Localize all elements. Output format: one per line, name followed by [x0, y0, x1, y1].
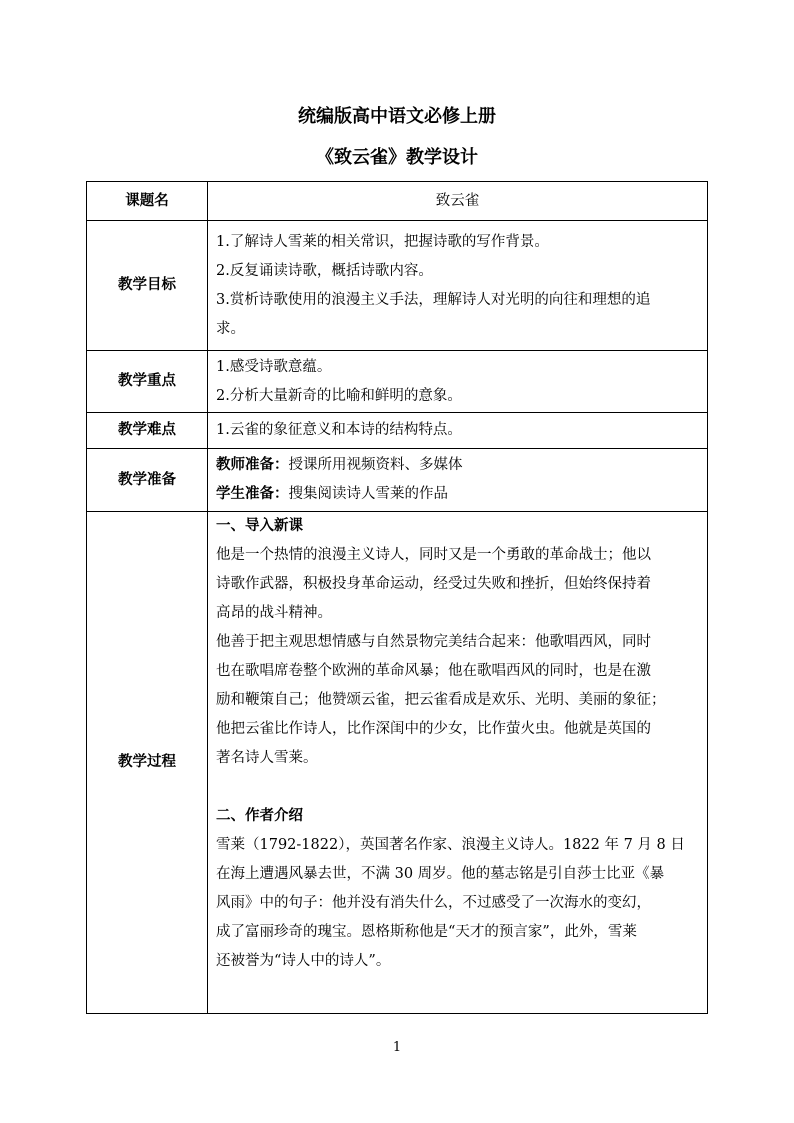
- row-label-prep: 教学准备: [87, 449, 208, 512]
- teacher-prep-value: 授课所用视频资料、多媒体: [288, 457, 463, 473]
- focus-line: 2.分析大量新奇的比喻和鲜明的意象。: [216, 387, 462, 404]
- focus-line: 1.感受诗歌意蕴。: [216, 358, 332, 375]
- page-number: 1: [392, 1040, 402, 1055]
- prep-content: [208, 449, 708, 512]
- goal-line: 2.反复诵读诗歌，概括诗歌内容。: [216, 262, 433, 279]
- row-label-goals: 教学目标: [87, 221, 208, 351]
- author-line: 成了富丽珍奇的瑰宝。恩格斯称他是“天才的预言家”，此外，雪莱: [216, 924, 637, 940]
- paragraph-spacer: [216, 773, 699, 802]
- row-label-topic: 课题名: [87, 182, 208, 221]
- intro-line: 励和鞭策自己；他赞颂云雀，把云雀看成是欢乐、光明、美丽的象征；: [216, 692, 666, 708]
- process-content: [208, 512, 708, 1014]
- lesson-plan-table: [86, 181, 708, 1014]
- row-focus: [87, 351, 708, 413]
- author-line: 雪莱（1792-1822），英国著名作家、浪漫主义诗人。1822 年 7 月 8 日: [216, 837, 685, 853]
- row-goals: [87, 221, 708, 351]
- document-title: 统编版高中语文必修上册: [298, 106, 496, 127]
- row-difficulty: [87, 413, 708, 449]
- intro-line: 他善于把主观思想情感与自然景物完美结合起来：他歌唱西风，同时: [216, 634, 651, 650]
- student-prep-label: 学生准备：: [216, 486, 289, 502]
- goal-line: 求。: [216, 320, 245, 337]
- intro-line: 也在歌唱席卷整个欧洲的革命风暴；他在歌唱西风的同时，也是在激: [216, 663, 651, 679]
- author-line: 在海上遭遇风暴去世，不满 30 周岁。他的墓志铭是引自莎士比亚《暴: [216, 866, 665, 882]
- section-heading-intro: 一、导入新课: [216, 518, 303, 534]
- row-label-focus: 教学重点: [87, 351, 208, 413]
- goal-line: 3.赏析诗歌使用的浪漫主义手法，理解诗人对光明的向往和理想的追: [216, 291, 651, 308]
- student-prep-line: [216, 480, 699, 509]
- focus-content: [208, 351, 708, 413]
- intro-line: 著名诗人雪莱。: [216, 750, 318, 766]
- intro-line: 他把云雀比作诗人，比作深闺中的少女，比作萤火虫。他就是英国的: [216, 721, 651, 737]
- document-subtitle: 《致云雀》教学设计: [316, 147, 478, 168]
- row-label-process: 教学过程: [87, 512, 208, 1014]
- teacher-prep-line: [216, 451, 699, 480]
- teacher-prep-label: 教师准备：: [216, 457, 289, 473]
- row-prep: [87, 449, 708, 512]
- difficulty-line: 1.云雀的象征意义和本诗的结构特点。: [216, 422, 462, 438]
- section-heading-author: 二、作者介绍: [216, 808, 303, 824]
- goal-line: 1.了解诗人雪莱的相关常识，把握诗歌的写作背景。: [216, 233, 549, 250]
- intro-line: 他是一个热情的浪漫主义诗人，同时又是一个勇敢的革命战士；他以: [216, 547, 651, 563]
- row-topic: [87, 182, 708, 221]
- intro-line: 高昂的战斗精神。: [216, 605, 332, 621]
- intro-line: 诗歌作武器，积极投身革命运动，经受过失败和挫折，但始终保持着: [216, 576, 651, 592]
- row-process: [87, 512, 708, 1014]
- topic-value: 致云雀: [208, 182, 708, 221]
- author-line: 风雨》中的句子：他并没有消失什么，不过感受了一次海水的变幻，: [216, 895, 651, 911]
- student-prep-value: 搜集阅读诗人雪莱的作品: [288, 486, 448, 502]
- difficulty-content: [208, 413, 708, 449]
- goals-content: [208, 221, 708, 351]
- row-label-difficulty: 教学难点: [87, 413, 208, 449]
- author-line: 还被誉为“诗人中的诗人”。: [216, 953, 391, 969]
